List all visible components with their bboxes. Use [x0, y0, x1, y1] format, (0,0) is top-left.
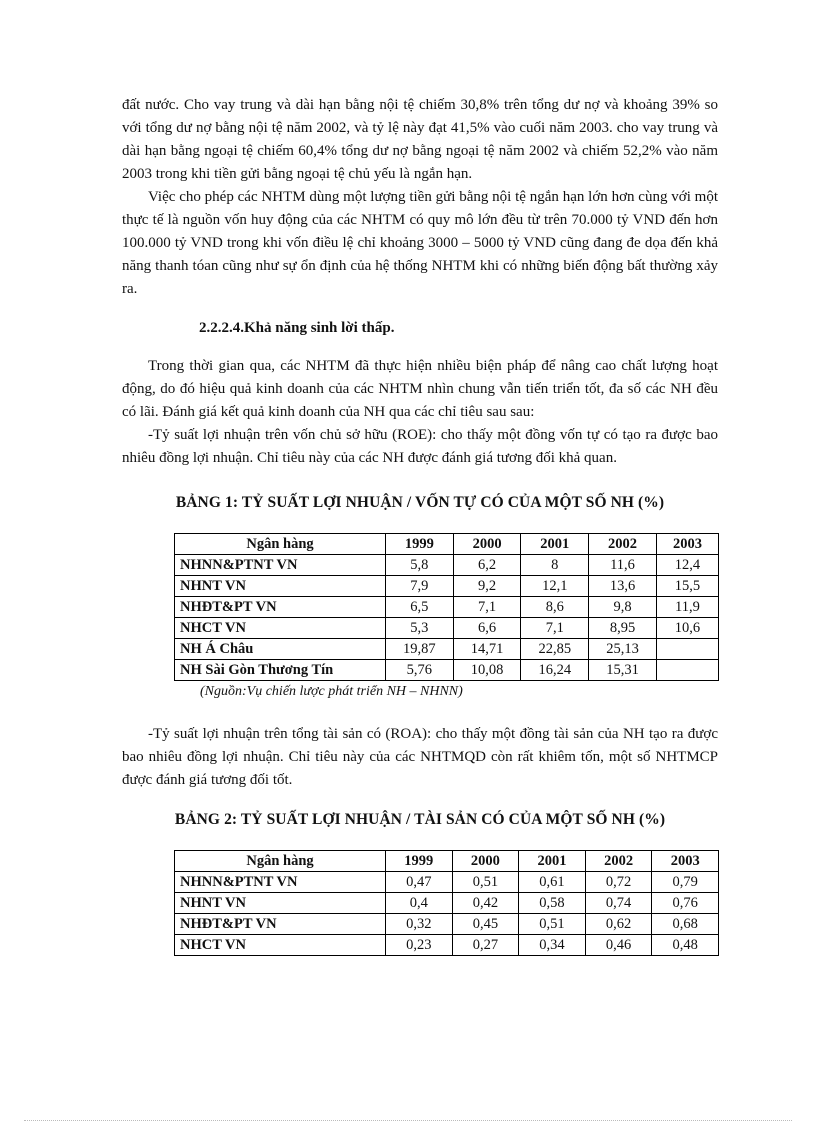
- value-cell: 7,1: [521, 618, 589, 639]
- value-cell: 2000: [452, 851, 519, 872]
- paragraph-roe: -Tỷ suất lợi nhuận trên vốn chủ sở hữu (ROE): cho thấy một đồng vốn tự có tạo ra được bao nhiêu đồng lợi nhuận. Chỉ tiêu này của các NH được đánh giá tương đối khả quan.: [122, 427, 718, 466]
- value-cell: 0,74: [585, 893, 652, 914]
- value-cell: 2003: [656, 534, 718, 555]
- value-cell: 0,61: [519, 872, 586, 893]
- value-cell: 19,87: [386, 639, 454, 660]
- value-cell: 10,08: [453, 660, 521, 681]
- value-cell: 7,1: [453, 597, 521, 618]
- value-cell: 10,6: [656, 618, 718, 639]
- value-cell: 9,2: [453, 576, 521, 597]
- value-cell: 12,4: [656, 555, 718, 576]
- bank-name-cell: NHCT VN: [175, 618, 386, 639]
- value-cell: 8,6: [521, 597, 589, 618]
- paragraph-performance: Trong thời gian qua, các NHTM đã thực hiện nhiều biện pháp để nâng cao chất lượng hoạt động, do đó hiệu quả kinh doanh của các NHTM nhìn chung vẫn tiến triển tốt, đa số các NH đều có lãi. Đánh giá kết quả kinh doanh của NH qua các chỉ tiêu sau sau:: [122, 358, 718, 420]
- value-cell: 16,24: [521, 660, 589, 681]
- value-cell: 2003: [652, 851, 719, 872]
- value-cell: 2000: [453, 534, 521, 555]
- value-cell: 12,1: [521, 576, 589, 597]
- value-cell: 0,23: [386, 935, 453, 956]
- value-cell: 0,32: [386, 914, 453, 935]
- value-cell: 9,8: [589, 597, 657, 618]
- value-cell: 25,13: [589, 639, 657, 660]
- value-cell: 0,34: [519, 935, 586, 956]
- table-row: [175, 597, 719, 618]
- bank-name-cell: NHNN&PTNT VN: [175, 872, 386, 893]
- value-cell: 13,6: [589, 576, 657, 597]
- value-cell: 6,6: [453, 618, 521, 639]
- table-row: [175, 639, 719, 660]
- value-cell: 0,72: [585, 872, 652, 893]
- value-cell: 14,71: [453, 639, 521, 660]
- value-cell: 6,5: [386, 597, 454, 618]
- page-bottom-divider: [24, 1120, 792, 1121]
- value-cell: 2001: [519, 851, 586, 872]
- value-cell: 0,79: [652, 872, 719, 893]
- paragraph-loan-structure: đất nước. Cho vay trung và dài hạn bằng nội tệ chiếm 30,8% trên tổng dư nợ và khoảng 39% so với tổng dư nợ bằng nội tệ năm 2002, và tỷ lệ này đạt 41,5% vào cuối năm 2003. cho vay trung và dài hạn bằng ngoại tệ chiếm 60,4% tổng dư nợ bằng ngoại tệ năm 2002 và chiếm 52,2% vào năm 2003 trong khi tiền gửi bằng ngoại tệ chủ yếu là ngắn hạn.: [122, 97, 718, 182]
- table-header-row: [175, 851, 719, 872]
- table-row: [175, 893, 719, 914]
- value-cell: 0,58: [519, 893, 586, 914]
- value-cell: 0,68: [652, 914, 719, 935]
- table-row: [175, 935, 719, 956]
- value-cell: 6,2: [453, 555, 521, 576]
- value-cell: 0,51: [452, 872, 519, 893]
- bank-name-cell: NHCT VN: [175, 935, 386, 956]
- value-cell: 2002: [585, 851, 652, 872]
- table-row: [175, 914, 719, 935]
- value-cell: 0,51: [519, 914, 586, 935]
- bank-name-cell: Ngân hàng: [175, 534, 386, 555]
- value-cell: 0,4: [386, 893, 453, 914]
- value-cell: 11,6: [589, 555, 657, 576]
- value-cell: 0,47: [386, 872, 453, 893]
- bank-name-cell: NH Á Châu: [175, 639, 386, 660]
- bank-name-cell: NHNT VN: [175, 893, 386, 914]
- value-cell: 5,76: [386, 660, 454, 681]
- value-cell: 11,9: [656, 597, 718, 618]
- table1-source: (Nguồn:Vụ chiến lược phát triển NH – NHNN): [200, 684, 463, 699]
- value-cell: 0,27: [452, 935, 519, 956]
- value-cell: 5,8: [386, 555, 454, 576]
- bank-name-cell: NHNT VN: [175, 576, 386, 597]
- value-cell: 0,62: [585, 914, 652, 935]
- table1-roe: [174, 533, 719, 681]
- table-row: [175, 555, 719, 576]
- table-row: [175, 872, 719, 893]
- table-header-row: [175, 534, 719, 555]
- bank-name-cell: NH Sài Gòn Thương Tín: [175, 660, 386, 681]
- table1-caption: BẢNG 1: TỶ SUẤT LỢI NHUẬN / VỐN TỰ CÓ CỦA MỘT SỐ NH (%): [175, 494, 665, 511]
- value-cell: 0,45: [452, 914, 519, 935]
- value-cell: 8,95: [589, 618, 657, 639]
- paragraph-liquidity-risk: Việc cho phép các NHTM dùng một lượng tiền gửi bằng nội tệ ngắn hạn lớn hơn cùng với một thực tế là nguồn vốn huy động của các NHTM có quy mô lớn đều từ trên 70.000 tỷ VND đến hơn 100.000 tỷ VND trong khi vốn điều lệ chỉ khoảng 3000 – 5000 tỷ VND cũng đang đe dọa đến khả năng thanh tóan cũng như sự ổn định của hệ thống NHTM khi có những biến động bất thường xảy ra.: [122, 189, 718, 297]
- paragraph-roa: -Tỷ suất lợi nhuận trên tổng tài sản có (ROA): cho thấy một đồng tài sản của NH tạo ra được bao nhiêu đồng lợi nhuận. Chỉ tiêu này của các NHTMQD còn rất khiêm tốn, một số NHTMCP được đánh giá tương đối tốt.: [122, 726, 718, 788]
- value-cell: 15,31: [589, 660, 657, 681]
- value-cell: 0,42: [452, 893, 519, 914]
- value-cell: 0,76: [652, 893, 719, 914]
- value-cell: [656, 639, 718, 660]
- table2-caption: BẢNG 2: TỶ SUẤT LỢI NHUẬN / TÀI SẢN CÓ CỦA MỘT SỐ NH (%): [174, 811, 666, 828]
- value-cell: 1999: [386, 851, 453, 872]
- bank-name-cell: NHĐT&PT VN: [175, 597, 386, 618]
- table-row: [175, 660, 719, 681]
- table2-roa: [174, 850, 719, 956]
- value-cell: 8: [521, 555, 589, 576]
- value-cell: 22,85: [521, 639, 589, 660]
- value-cell: 5,3: [386, 618, 454, 639]
- value-cell: 7,9: [386, 576, 454, 597]
- value-cell: 0,46: [585, 935, 652, 956]
- table-row: [175, 576, 719, 597]
- value-cell: 2001: [521, 534, 589, 555]
- value-cell: 2002: [589, 534, 657, 555]
- bank-name-cell: Ngân hàng: [175, 851, 386, 872]
- section-heading: 2.2.2.4.Khả năng sinh lời thấp.: [199, 320, 395, 336]
- value-cell: 1999: [386, 534, 454, 555]
- value-cell: [656, 660, 718, 681]
- bank-name-cell: NHNN&PTNT VN: [175, 555, 386, 576]
- value-cell: 0,48: [652, 935, 719, 956]
- table-row: [175, 618, 719, 639]
- document-page: [122, 94, 718, 956]
- value-cell: 15,5: [656, 576, 718, 597]
- bank-name-cell: NHĐT&PT VN: [175, 914, 386, 935]
